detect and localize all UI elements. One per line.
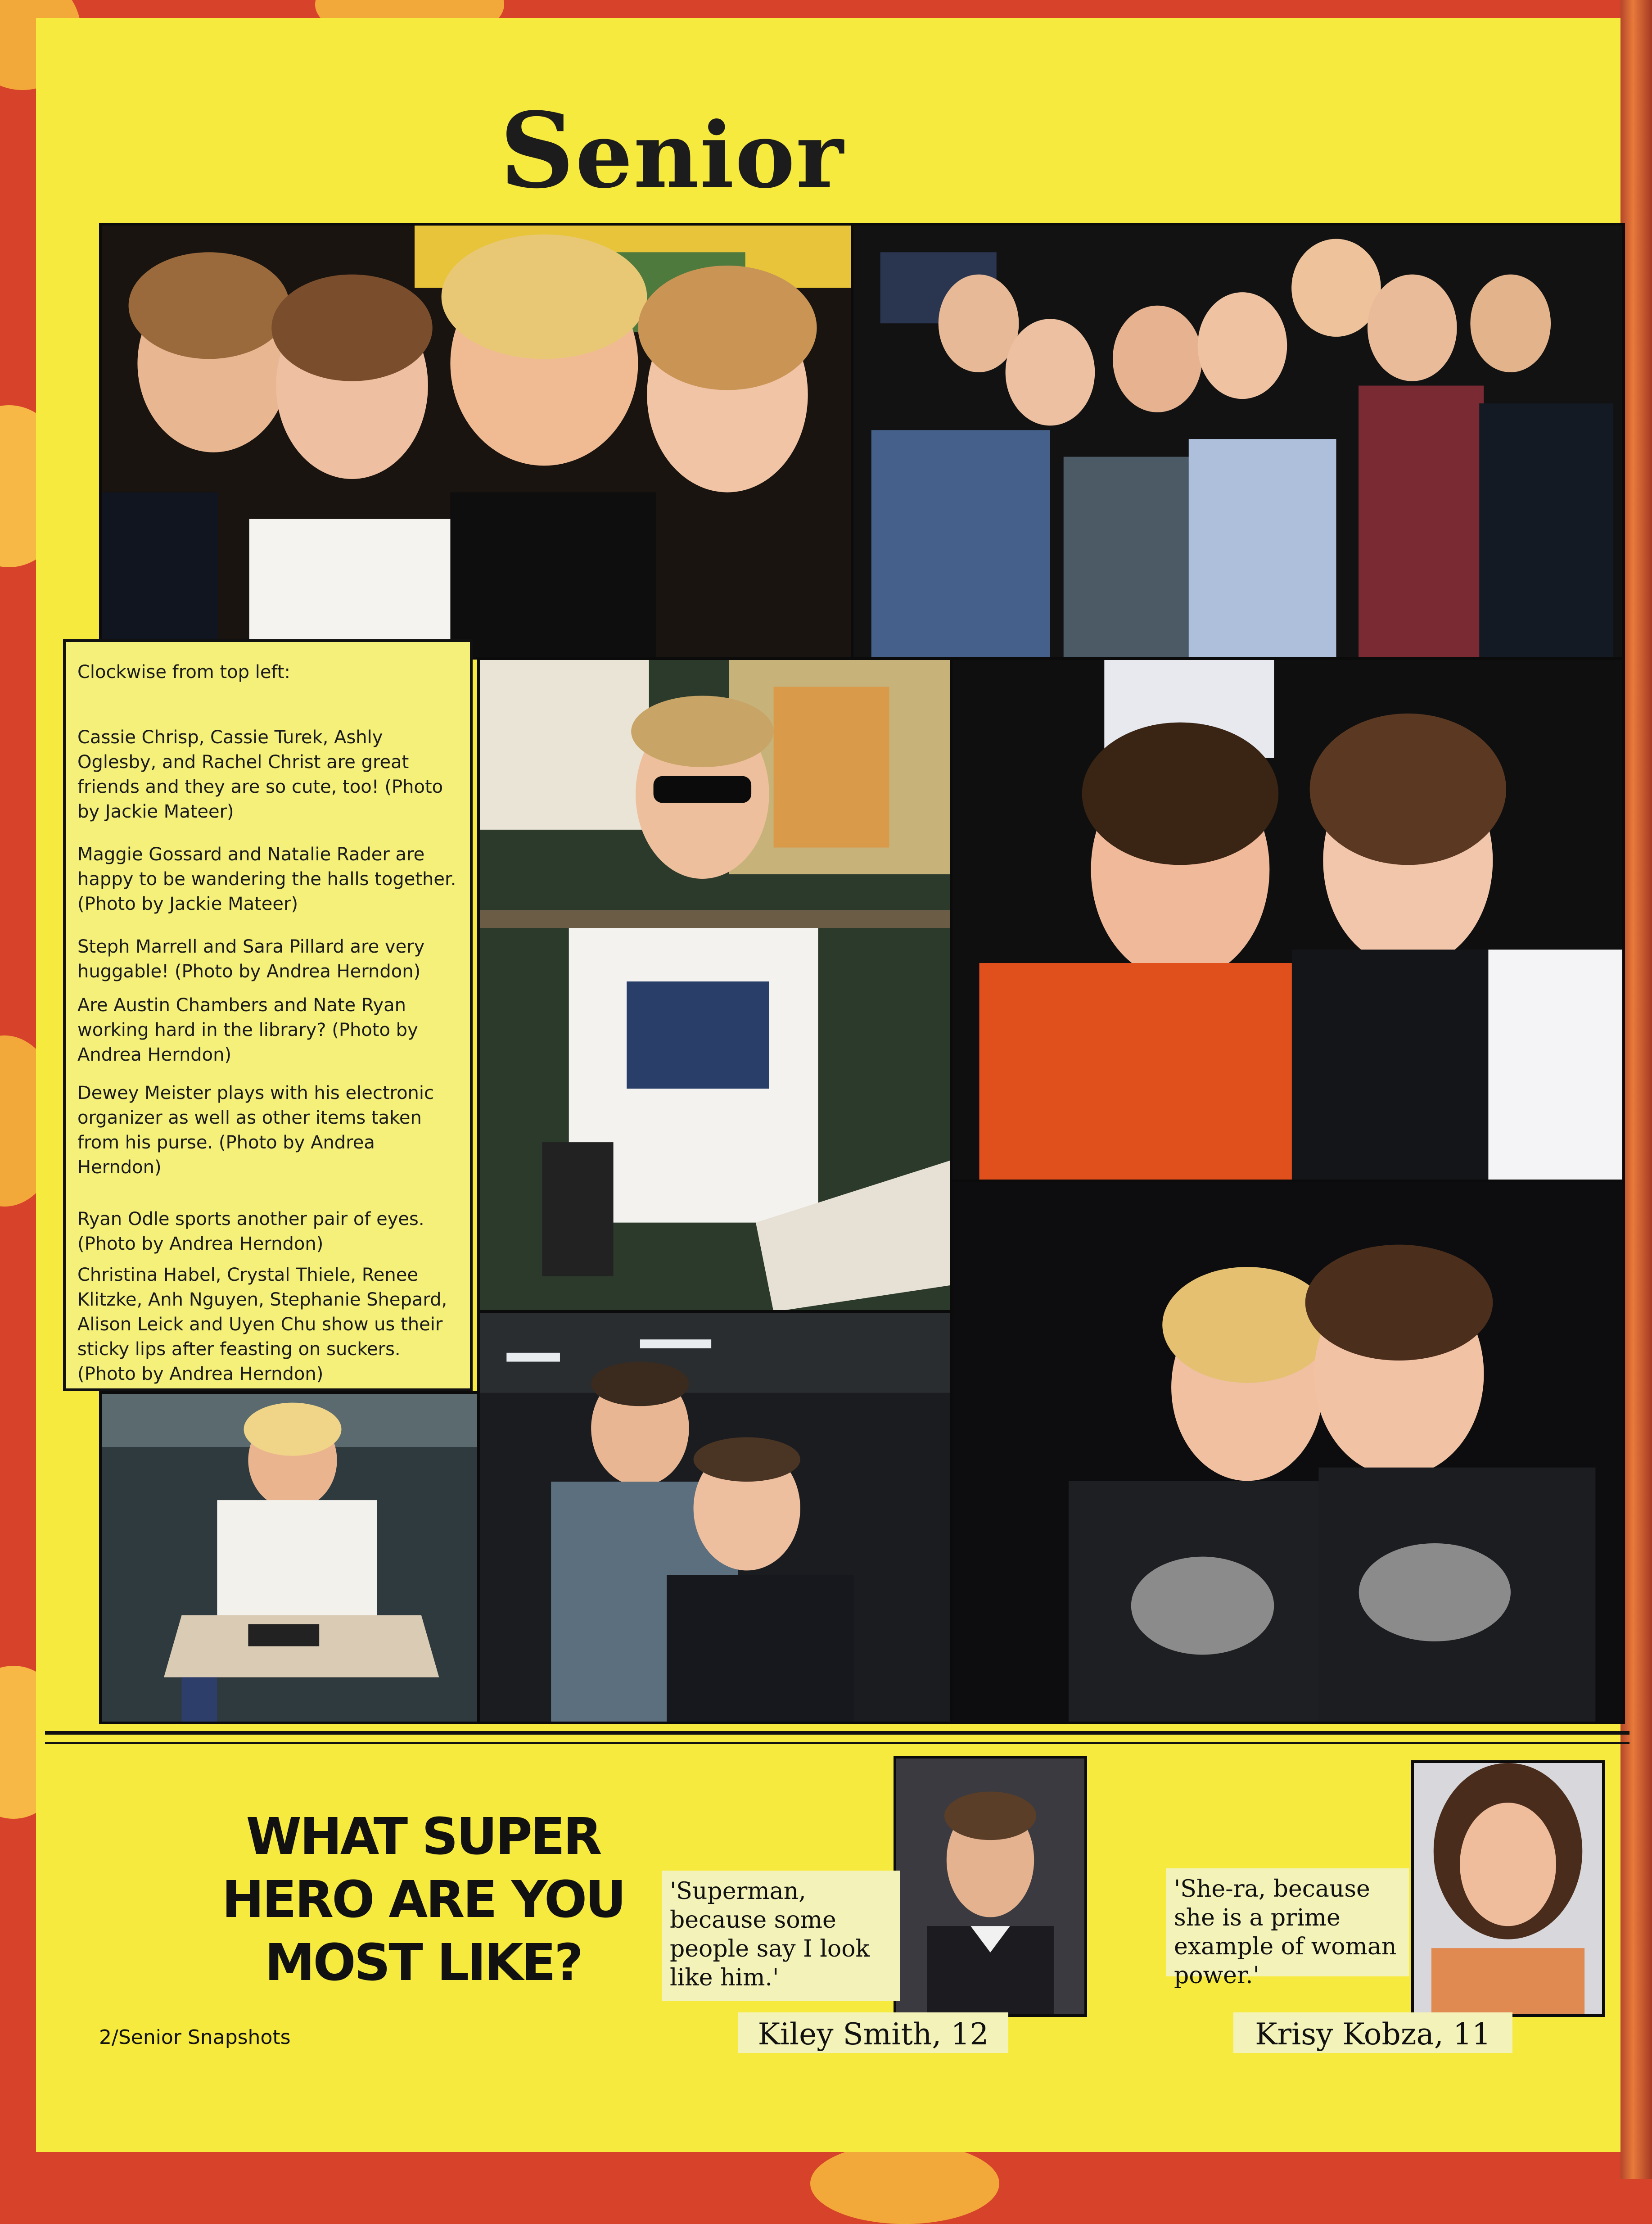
portrait-krisy-kobza [1411, 1760, 1605, 2017]
portrait-kiley-smith-image [896, 1758, 1084, 2014]
question-heading: WHAT SUPER HERO ARE YOU MOST LIKE? [221, 1808, 625, 1992]
photo-four-girls-image [102, 226, 853, 657]
portrait-kiley-smith [894, 1756, 1087, 2017]
caption-item: Ryan Odle sports another pair of eyes. (Photo by Andrea Herndon) [77, 1209, 424, 1254]
photo-girls-group-image [853, 226, 1622, 657]
caption-item: Christina Habel, Crystal Thiele, Renee Klitzke, Anh Nguyen, Stephanie Shepard, Alison Leick and Uyen Chu show us their sticky lips after feasting on suckers. (Photo by Andrea Herndon) [77, 1265, 447, 1384]
quote-krisy-kobza: 'She-ra, because she is a prime example of woman power.' [1166, 1868, 1409, 1976]
photo-girls-group [851, 223, 1625, 660]
photo-sunglasses-boy-image [480, 660, 952, 1312]
photo-two-girls-smiling-image [952, 660, 1622, 1181]
caption-box [63, 639, 473, 1391]
quote-kiley-smith: 'Superman, because some people say I look like him.' [662, 1871, 900, 2001]
book-spine [1620, 0, 1652, 2179]
portrait-krisy-kobza-image [1414, 1763, 1602, 2014]
photo-four-girls [99, 223, 855, 660]
photo-two-boys [477, 1310, 954, 1724]
caption-item: Are Austin Chambers and Nate Ryan working hard in the library? (Photo by Andrea Herndon) [77, 995, 418, 1065]
photo-boy-at-desk [99, 1391, 486, 1724]
photo-two-girls-smiling [950, 657, 1625, 1184]
name-krisy-kobza: Krisy Kobza, 11 [1233, 2012, 1512, 2053]
name-kiley-smith: Kiley Smith, 12 [738, 2012, 1008, 2053]
photo-boy-at-desk-image [102, 1394, 483, 1722]
caption-item: Cassie Chrisp, Cassie Turek, Ashly Oglesby, and Rachel Christ are great friends and they are so cute, too! (Photo by Jackie Mateer) [77, 727, 443, 822]
caption-item: Steph Marrell and Sara Pillard are very huggable! (Photo by Andrea Herndon) [77, 936, 425, 982]
cover-blob [810, 2143, 999, 2224]
page-title: Senior [500, 90, 844, 212]
caption-item: Maggie Gossard and Natalie Rader are happy to be wandering the halls together. (Photo by Jackie Mateer) [77, 844, 456, 914]
divider-rule [45, 1742, 1629, 1744]
caption-item: Dewey Meister plays with his electronic organizer as well as other items taken from his purse. (Photo by Andrea Herndon) [77, 1083, 434, 1178]
page-folio: 2/Senior Snapshots [99, 2026, 291, 2049]
photo-sunglasses-boy [477, 657, 954, 1315]
photo-varsity-girls-image [952, 1182, 1622, 1722]
photo-varsity-girls [950, 1180, 1625, 1724]
divider-rule [45, 1731, 1629, 1735]
photo-two-boys-image [480, 1313, 952, 1722]
caption-intro: Clockwise from top left: [77, 662, 290, 683]
